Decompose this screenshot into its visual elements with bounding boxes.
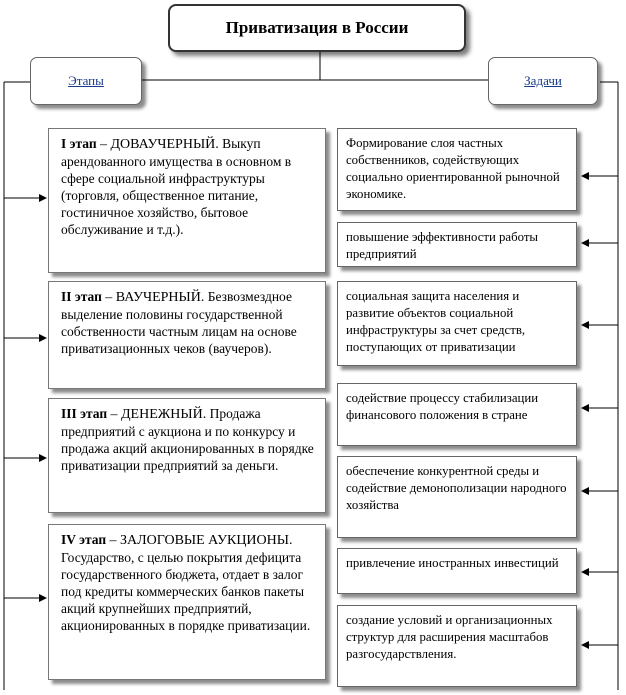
stage-box-3 [48, 398, 326, 513]
stage-box-4 [48, 524, 326, 680]
stage-box-1 [48, 128, 326, 273]
task-4-text: содействие процессу стабилизации финансового положения в стране [346, 391, 539, 422]
stage-1-text: Выкуп арендованного имущества в основном в сфере социальной инфраструктуры (торговля, общественное питание, гостиничное хозяйство, бытовое обслуживание и т.д.). [61, 136, 292, 237]
task-2-text: повышение эффективности работы предприятий [346, 230, 539, 261]
stage-3-name: – ДЕНЕЖНЫЙ. [110, 407, 207, 422]
tasks-header-label: Задачи [524, 73, 562, 88]
tasks-header [488, 57, 598, 105]
task-7-text: создание условий и организационных структур для расширения масштабов разгосударствления. [346, 613, 553, 661]
stages-header [30, 57, 142, 105]
task-box-2 [337, 222, 577, 267]
task-6-text: привлечение иностранных инвестиций [346, 556, 559, 570]
task-box-1 [337, 128, 577, 211]
stage-1-head: I этап [61, 136, 97, 151]
stage-3-head: III этап [61, 406, 108, 421]
task-box-3 [337, 281, 577, 366]
stage-1-name: – ДОВАУЧЕРНЫЙ. [99, 137, 219, 152]
task-3-text: социальная защита населения и развитие объектов социальной инфраструктуры за счет средств, поступающих от приватизации [346, 289, 526, 354]
diagram-title-text: Приватизация в России [225, 18, 409, 37]
stages-header-label: Этапы [68, 73, 104, 88]
task-1-text: Формирование слоя частных собственников, содействующих социально ориентированной рыночной экономике. [346, 136, 560, 201]
task-box-4 [337, 383, 577, 446]
diagram-title [168, 4, 466, 52]
stage-3-text: Продажа предприятий с аукциона и по конкурсу и продажа акций акционированных в порядке приватизации предприятий за деньги. [61, 406, 314, 473]
stage-box-2 [48, 281, 326, 389]
stage-2-text: Безвозмездное выделение половины государственной собственности частным лицам на основе приватизационных чеков (ваучеров). [61, 289, 297, 356]
task-5-text: обеспечение конкурентной среды и содействие демонополизации народного хозяйства [346, 464, 567, 512]
stage-4-text: Государство, с целью покрытия дефицита государственного бюджета, отдает в залог под кредиты коммерческих банков пакеты акций крупнейших предприятий, акционированных в порядке приватизации. [61, 550, 311, 633]
task-box-5 [337, 456, 577, 538]
stage-2-head: II этап [61, 289, 102, 304]
stage-2-name: – ВАУЧЕРНЫЙ. [105, 290, 205, 305]
stage-4-head: IV этап [61, 532, 107, 547]
task-box-6 [337, 548, 577, 594]
stage-4-name: – ЗАЛОГОВЫЕ АУКЦИОНЫ. [109, 533, 293, 548]
task-box-7 [337, 605, 577, 687]
